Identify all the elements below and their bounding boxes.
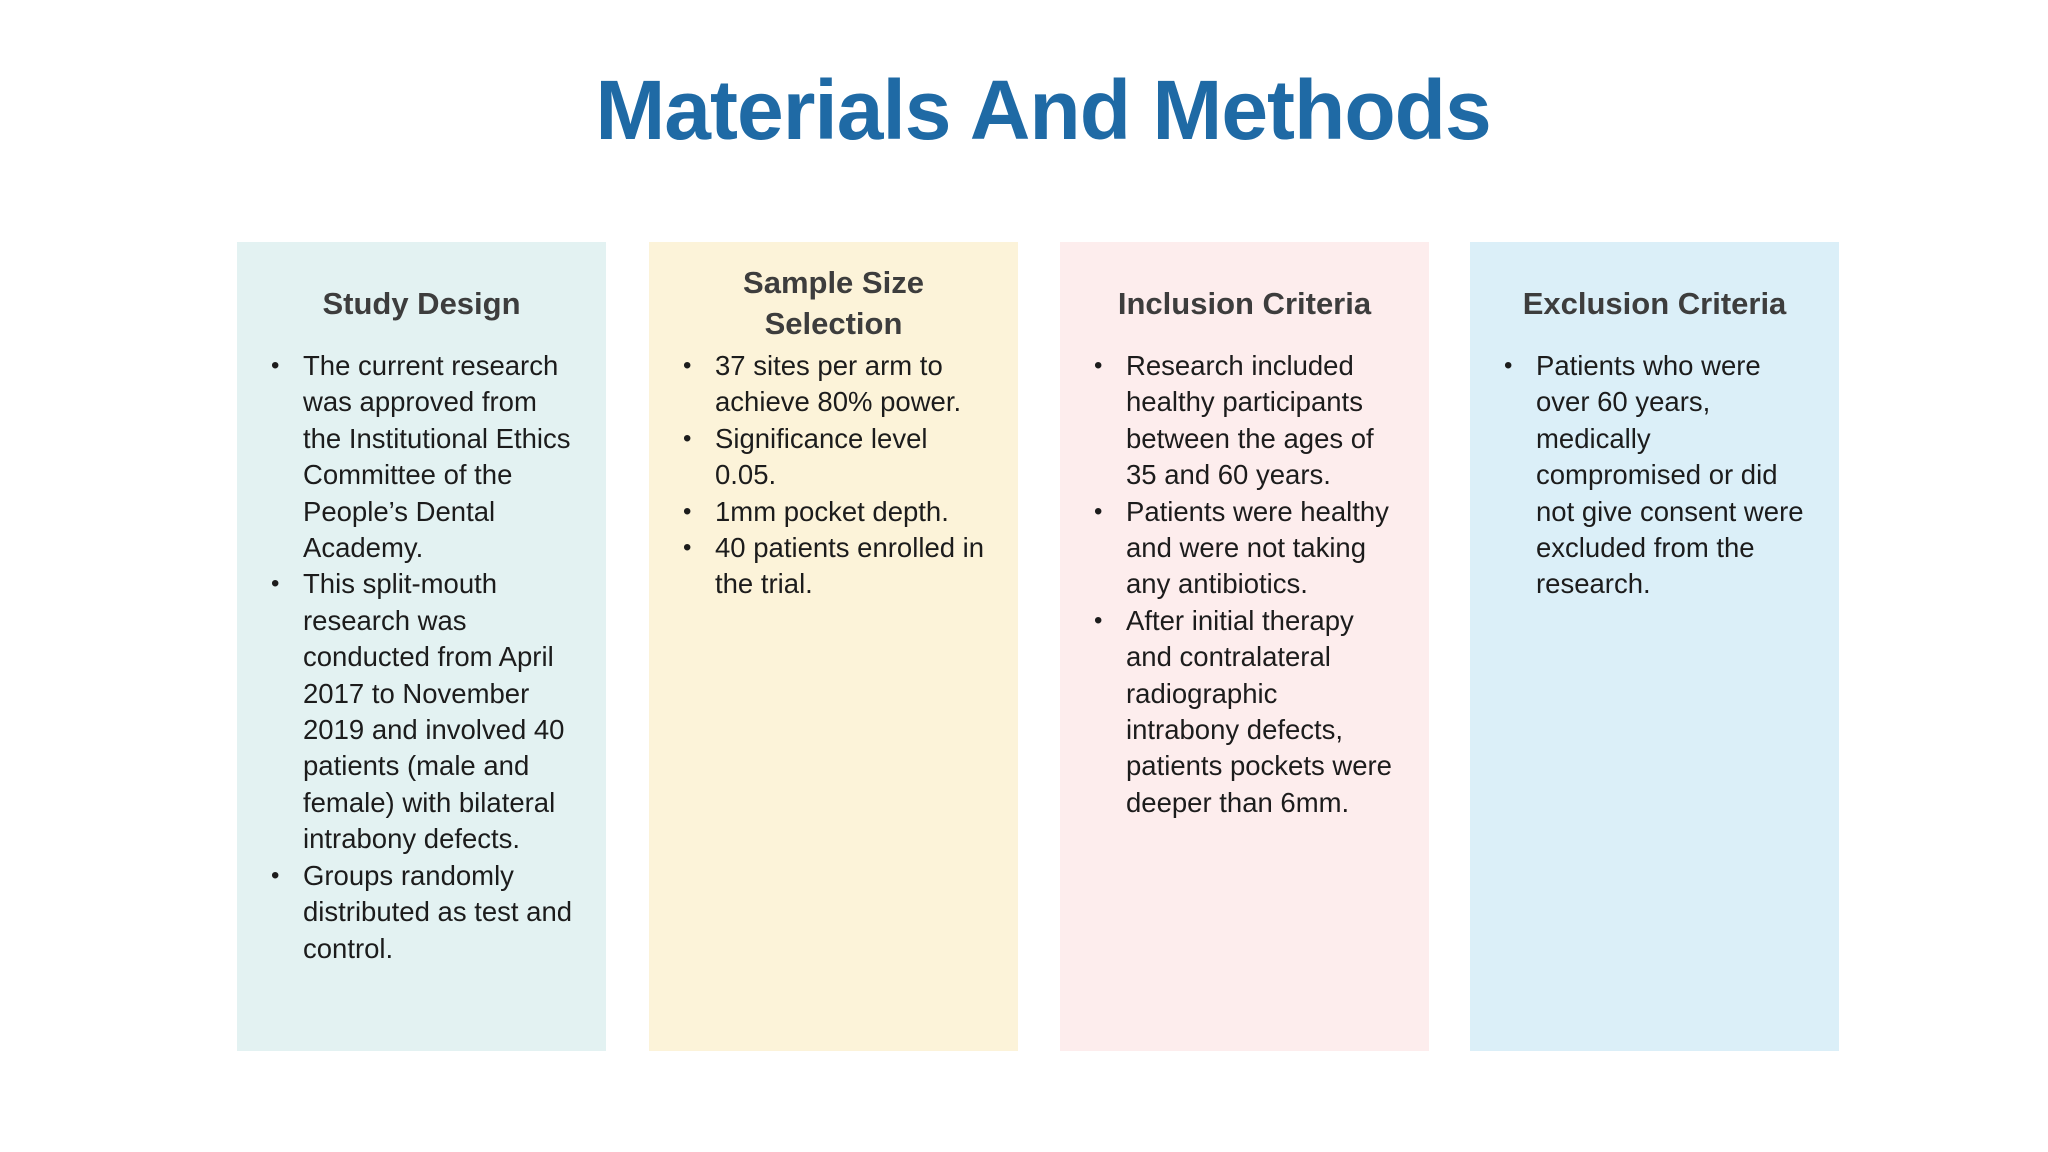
- bullet-icon: •: [1094, 606, 1103, 634]
- list-item: [681, 530, 986, 603]
- bullet-icon: •: [271, 352, 280, 379]
- bullet-list: [1092, 348, 1397, 821]
- bullet-icon: •: [271, 570, 280, 598]
- list-item-text: Patients who were over 60 years, medically compromised or did not give consent were excluded from the research.: [1536, 350, 1804, 600]
- bullet-list: [681, 348, 986, 603]
- list-item: [269, 348, 574, 566]
- bullet-icon: •: [1504, 352, 1513, 379]
- list-item-text: Patients were healthy and were not taking any antibiotics.: [1126, 495, 1389, 600]
- list-item: [681, 421, 986, 494]
- list-item-text: The current research was approved from the Institutional Ethics Committee of the People’s Dental Academy.: [303, 350, 571, 564]
- list-item: [1502, 348, 1807, 603]
- list-item-text: Significance level 0.05.: [715, 422, 928, 491]
- list-item-text: This split-mouth research was conducted from April 2017 to November 2019 and involved 40 patients (male and female) with bilateral intrabony defects.: [303, 568, 565, 855]
- study-design-card: [237, 242, 606, 1051]
- bullet-icon: •: [1094, 352, 1103, 379]
- list-item-text: 40 patients enrolled in the trial.: [715, 532, 985, 600]
- list-item: [1092, 603, 1397, 821]
- card-heading: Study Design: [322, 285, 521, 321]
- bullet-icon: •: [271, 861, 280, 889]
- slide-title: Materials And Methods: [595, 63, 1491, 157]
- list-item: [1092, 494, 1397, 603]
- bullet-list: [1502, 348, 1807, 603]
- card-heading: Inclusion Criteria: [1117, 285, 1372, 321]
- list-item: [681, 494, 986, 530]
- list-item-text: After initial therapy and contralateral radiographic intrabony defects, patients pockets were deeper than 6mm.: [1126, 604, 1392, 818]
- bullet-icon: •: [683, 424, 692, 452]
- bullet-icon: •: [683, 352, 692, 379]
- list-item: [269, 566, 574, 857]
- list-item: [1092, 348, 1397, 494]
- list-item-text: 1mm pocket depth.: [715, 495, 949, 527]
- card-heading: Exclusion Criteria: [1522, 285, 1787, 321]
- bullet-list: [269, 348, 574, 967]
- list-item-text: Groups randomly distributed as test and control.: [303, 859, 573, 964]
- list-item: [681, 348, 986, 421]
- inclusion-criteria-card: [1060, 242, 1429, 1051]
- list-item-text: 37 sites per arm to achieve 80% power.: [715, 350, 962, 418]
- sample-size-card: [649, 242, 1018, 1051]
- list-item-text: Research included healthy participants between the ages of 35 and 60 years.: [1126, 350, 1374, 491]
- exclusion-criteria-card: [1470, 242, 1839, 1051]
- bullet-icon: •: [1094, 497, 1103, 525]
- bullet-icon: •: [683, 534, 692, 562]
- card-heading: Sample Size Selection: [743, 265, 924, 341]
- list-item: [269, 858, 574, 967]
- bullet-icon: •: [683, 497, 692, 525]
